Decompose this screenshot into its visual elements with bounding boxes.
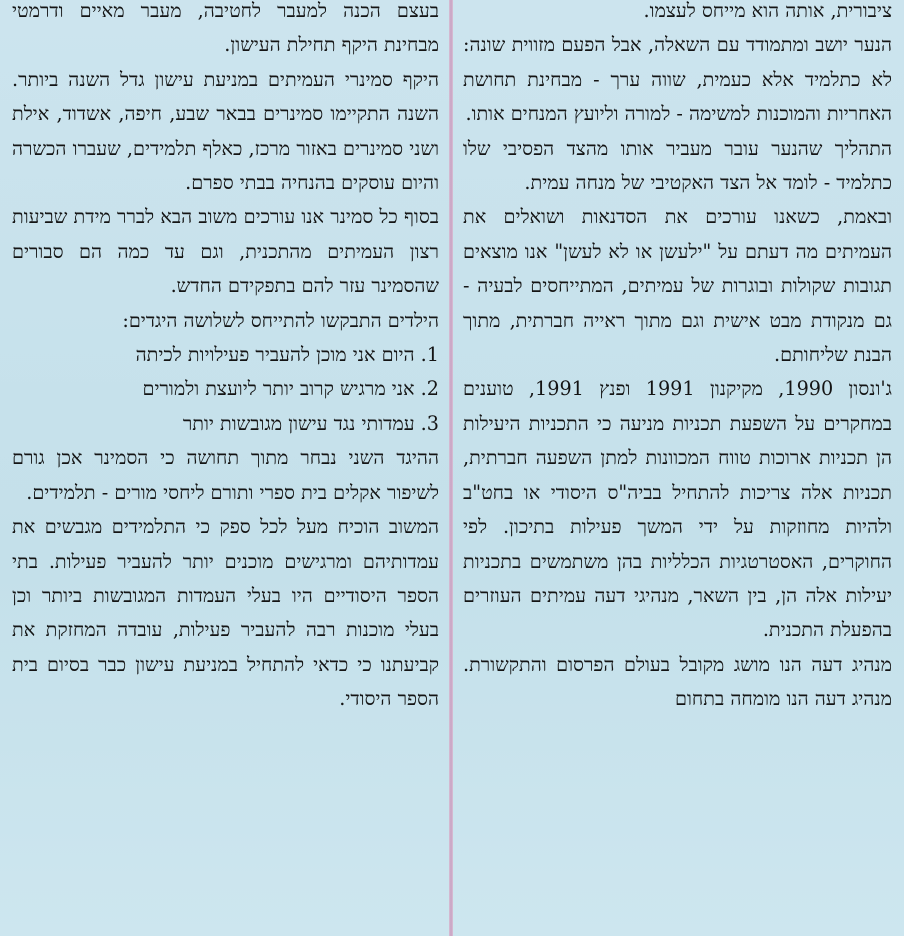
paragraph: ובאמת, כשאנו עורכים את הסדנאות ושואלים את העמיתים מה דעתם על "ילעשן או לא לעשן" אנו מוצאים תגובות שקולות ובוגרות של עמיתים, המתייחסים לבעיה -גם מנקודת מבט אישית וגם מתוך ראייה חברתית, מתוך הבנת שליחותם. — [463, 205, 892, 367]
paragraph: בסוף כל סמינר אנו עורכים משוב הבא לברר מידת שביעות רצון העמיתים מהתכנית, וגם עד כמה הם סבורים שהסמינר עזר להם בתפקידם החדש. — [12, 205, 439, 298]
paragraph: התהליך שהנער עובר מעביר אותו מהצד הפסיבי שלו כתלמיד - לומד אל הצד האקטיבי של מנחה עמית. — [463, 136, 892, 195]
paragraph: הנער יושב ומתמודד עם השאלה, אבל הפעם מזווית שונה: לא כתלמיד אלא כעמית, שווה ערך - מבחינת תחושת האחריות והמוכנות למשימה - למורה וליועץ המנחים אותו. — [463, 33, 892, 126]
paragraph: מנהיג דעה הנו מושג מקובל בעולם הפרסום והתקשורת. מנהיג דעה הנו מומחה בתחום — [463, 652, 892, 711]
paragraph: המשוב הוכיח מעל לכל ספק כי התלמידים מגבשים את עמדותיהם ומרגישים מוכנים יותר להעביר פעילות. בתי הספר היסודיים היו בעלי העמדות המגובשות ביותר וכן בעלי מוכנות רבה להעביר פעילות, עובדה המחזקת את קביעתנו כי כדאי להתחיל במניעת עישון כבר בסיום בית הספר היסודי. — [12, 515, 439, 711]
paragraph: הילדים התבקשו להתייחס לשלושה היגדים: — [122, 308, 439, 332]
list-item: 3. עמדותי נגד עישון מגובשות יותר — [182, 411, 439, 435]
list-item: 1. היום אני מוכן להעביר פעילויות לכיתה — [135, 343, 439, 367]
list-item: 2. אני מרגיש קרוב יותר ליועצת ולמורים — [142, 377, 439, 401]
left-text-column — [0, 0, 449, 936]
paragraph: ג'ונסון 1990, מקיקנון 1991 ופנץ 1991, טוענים במחקרים על השפעת תכניות מניעה כי התכניות היעילות הן תכניות ארוכות טווח המכוונות למתן השפעה חברתית, תכניות אלה צריכות להתחיל בביה"ס היסודי או בחט"ב ולהיות מחוזקות על ידי המשך פעילות בתיכון. לפי החוקרים, האסטרטגיות הכלליות בהן משתמשים בתכניות יעילות אלה הן, בין השאר, מנהיגי דעה עמיתים העוזרים בהפעלת התכנית. — [463, 377, 893, 642]
paragraph: בעצם הכנה למעבר לחטיבה, מעבר מאיים ודרמטי מבחינת היקף תחילת העישון. — [12, 0, 439, 57]
right-text-column — [453, 0, 904, 936]
paragraph: היקף סמינרי העמיתים במניעת עישון גדל השנה ביותר. השנה התקיימו סמינרים בבאר שבע, חיפה, אשדוד, אילת ושני סמינרים באזור מרכז, כאלף תלמידים, שעברו הכשרה והיום עוסקים בהנחיה בבתי ספרם. — [12, 67, 439, 195]
paragraph: ציבורית, אותה הוא מייחס לעצמו. — [643, 0, 892, 22]
paragraph: ההיגד השני נבחר מתוך תחושה כי הסמינר אכן גורם לשיפור אקלים בית ספרי ותורם ליחסי מורים - תלמידים. — [12, 446, 439, 504]
